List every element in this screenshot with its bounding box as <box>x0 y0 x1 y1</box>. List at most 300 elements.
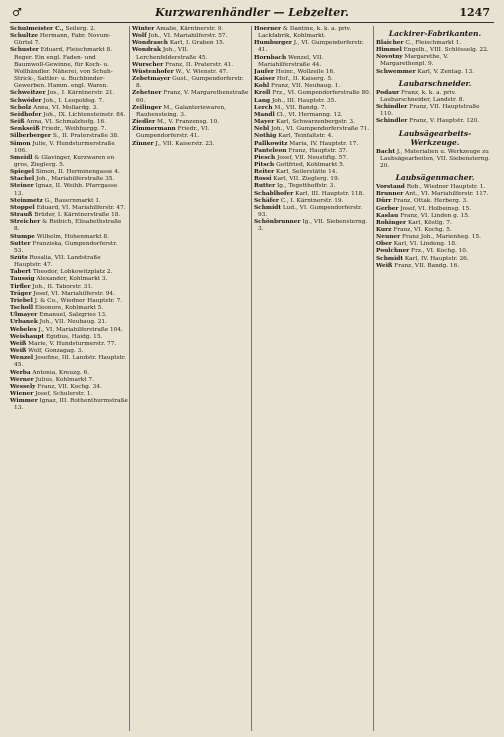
listing-entry <box>10 370 128 377</box>
entry-address: C., Fleischmarkt 1. <box>403 40 462 46</box>
listing-entry <box>254 26 372 40</box>
listing-entry <box>132 62 250 69</box>
entry-name: Lang <box>254 97 271 104</box>
entry-name: Taussig <box>10 276 35 283</box>
listing-entry <box>376 234 494 241</box>
entry-address: Amalie, Kärntnerstr. 9. <box>154 26 224 32</box>
entry-address: M., VII. Bandg. 7. <box>272 104 327 111</box>
entry-address: Joh., II. Taborstr. 31. <box>30 283 93 290</box>
entry-address: & Glavinger, Kurzwaren en gros, Zieglerg. 5. <box>14 154 115 168</box>
listing-entry <box>254 219 372 233</box>
entry-name: Kaslau <box>376 212 399 219</box>
entry-name: Schmidt <box>376 255 403 262</box>
entry-name: Spiegel <box>10 169 35 176</box>
entry-address: & Dantine, k. k. a. priv. Lackfabrik, Kohlmarkt. <box>258 26 352 40</box>
entry-name: Himmel <box>376 47 402 54</box>
section-heading: Lackirer-Fabrikanten. <box>388 29 482 38</box>
listing-entry <box>254 191 372 198</box>
entry-address: Franz, VI. Linden g. 15. <box>398 212 470 219</box>
entry-name: Triebel <box>10 297 33 304</box>
entry-name: Mayer <box>254 119 275 126</box>
entry-name: Schindler <box>376 118 408 125</box>
listing-entry <box>10 312 128 319</box>
listing-entry <box>10 291 128 298</box>
entry-name: Kroll <box>254 90 271 97</box>
entry-name: Tscholl <box>10 305 34 312</box>
entry-address: Anna, VI. Schmalzhofg. 16. <box>24 119 107 126</box>
entry-address: Wilhelm, Hohenmarkt 8. <box>34 233 109 240</box>
entry-name: Tirfler <box>10 283 31 290</box>
listing-entry <box>10 176 128 183</box>
listing-entry <box>132 69 250 76</box>
column-divider <box>251 26 252 731</box>
listing-entry <box>254 83 372 90</box>
entry-name: Schäfer <box>254 197 279 204</box>
listing-entry <box>10 33 128 47</box>
listing-entry <box>10 105 128 112</box>
entry-address: Franz, VII. Bandg. 16. <box>392 262 460 269</box>
entry-name: Zimmermann <box>132 126 176 133</box>
entry-name: Sutter <box>10 240 31 247</box>
entry-name: Poulchner <box>376 248 410 255</box>
entry-address: Rob., Wiedner Hauptstr. 1. <box>404 184 486 191</box>
entry-address: Ig., Tegetthoffstr. 3. <box>275 183 336 190</box>
listing-entry <box>10 212 128 219</box>
listing-entry <box>132 76 250 90</box>
entry-name: Wimmer <box>10 398 38 405</box>
entry-address: & Reibich, Elisabethstraße 8. <box>14 219 122 233</box>
entry-address: Margarethe, V. Margarethenpl. 9. <box>380 54 449 68</box>
entry-address: Karl, Schwarzenbergstr. 3. <box>274 119 355 126</box>
entry-name: Weishaupt <box>10 333 45 340</box>
entry-address: Joh., III. Hauptstr. 35. <box>270 97 337 104</box>
entry-name: Ulmayer <box>10 312 38 319</box>
entry-name: Winter <box>132 26 155 32</box>
entry-address: Julius, Kohlmarkt 7. <box>33 376 94 383</box>
header-rule <box>10 22 494 23</box>
entry-address: Franz, VI. Kochg. 5. <box>391 226 452 233</box>
entry-name: Dürr <box>376 198 392 205</box>
listing-entry <box>10 327 128 334</box>
entry-name: Jaufer <box>254 68 274 75</box>
listing-entry <box>132 40 250 47</box>
entry-address: Joh., Mariahilferstraße 35. <box>34 176 115 183</box>
listing-entry <box>376 90 494 104</box>
entry-name: Rossi <box>254 176 272 183</box>
entry-name: Brunner <box>376 191 404 198</box>
entry-address: Emanuel, Salzgries 13. <box>37 312 107 319</box>
entry-address: Josefine, III. Landstr. Hauptstr. 45. <box>14 355 126 369</box>
entry-name: Weiß <box>376 262 393 269</box>
listing-entry <box>254 126 372 133</box>
listing-entry <box>10 398 128 412</box>
entry-name: Podaur <box>376 89 400 96</box>
entry-name: Wenzel <box>10 355 34 362</box>
entry-address: Friedr., VI. Gumpendorferstr. 41. <box>136 126 210 140</box>
entry-address: Engelb., VIII. Schlösselg. 22. <box>401 47 489 54</box>
entry-address: Josef, VI. Holbeinsg. 15. <box>398 205 472 212</box>
entry-name: Smeidl <box>10 154 33 161</box>
entry-name: Wondrak <box>132 47 161 54</box>
listing-entry <box>376 213 494 220</box>
listing-entry <box>10 341 128 348</box>
listing-entry <box>376 118 494 125</box>
entry-name: Stoppel <box>10 204 35 211</box>
listing-entry <box>10 169 128 176</box>
section-heading: Laubsägenmacher. <box>395 173 475 183</box>
entry-name: Nebl <box>254 126 270 133</box>
column-divider <box>129 26 130 731</box>
listing-entry <box>10 284 128 291</box>
entry-name: Werba <box>10 369 31 376</box>
header-mark: ♂ <box>12 6 22 19</box>
listing-entry <box>10 119 128 126</box>
listing-entry <box>254 69 372 76</box>
entry-name: Weiß <box>10 348 27 355</box>
entry-name: Neuner <box>376 234 401 241</box>
entry-address: Frz., VI. Kochg. 10. <box>409 248 468 255</box>
entry-name: Wiener <box>10 390 34 397</box>
listing-entry <box>10 384 128 391</box>
entry-address: J., Materialien u. Werkzeuge zu Laubsägearbeiten, VII. Siebensterng. 20. <box>380 148 491 169</box>
entry-address: Joh., VI. Gumpendorferstraße 71. <box>269 126 370 133</box>
entry-name: Schultze <box>10 33 39 40</box>
column-4 <box>376 26 494 731</box>
listing-entry <box>254 112 372 119</box>
entry-name: Rutter <box>254 183 276 190</box>
listing-entry <box>254 55 372 69</box>
listing-entry <box>10 334 128 341</box>
entry-address: Franz, V. Hauptstr. 120. <box>407 118 480 125</box>
listing-entry <box>10 112 128 119</box>
entry-address: Ignaz, II. Weihb. Pfarrgasse 13. <box>14 183 118 197</box>
entry-address: Joh., I. Leopoldsg. 7. <box>41 97 104 104</box>
entry-address: Karl, VII. Zieglerg. 19. <box>271 176 340 183</box>
page-header <box>0 6 504 22</box>
listing-entry <box>254 119 372 126</box>
listing-entry <box>10 276 128 283</box>
listing-entry <box>254 133 372 140</box>
entry-name: Seiß <box>10 119 25 126</box>
entry-address: Josef, Schulerstr. 1. <box>33 390 93 397</box>
entry-name: Wolf <box>132 33 147 40</box>
listing-entry <box>10 348 128 355</box>
entry-name: Piesch <box>254 154 276 161</box>
entry-address: Eduard, Fleischmarkt 8. Reger. Ein engl. Faden- und Baumwoll-Gewinne, für Koch- u. Wollhändler. Näherei, von Schuh- Strick-, Sattler- u. Buchbinder-Gewerben. Hamm. engl. Waren. <box>14 47 113 90</box>
listing-entry <box>376 241 494 248</box>
entry-address: Antonia, Kreuzg. 6. <box>30 369 90 376</box>
listing-entry <box>10 241 128 255</box>
entry-address: Theodor, Lobkowitzplatz 2. <box>31 269 113 276</box>
listing-entry <box>10 377 128 384</box>
entry-name: Zinner <box>132 140 154 147</box>
listing-entry <box>254 155 372 162</box>
listing-entry <box>10 47 128 90</box>
listing-entry <box>254 198 372 205</box>
entry-address: Ant., VI. Mariahilferstr. 117. <box>403 191 489 198</box>
listing-entry <box>10 155 128 169</box>
entry-name: Träger <box>10 290 32 297</box>
entry-name: Blaicher <box>376 40 404 46</box>
listing-entry <box>10 26 128 33</box>
entry-name: Wondrasch <box>132 40 168 47</box>
entry-address: Franz, VII. Neubaug. 1. <box>269 83 341 90</box>
entry-name: Strauß <box>10 212 33 219</box>
entry-address: Jos., I. Kärntnerstr. 21. <box>45 90 115 97</box>
entry-address: Franz, II. Praterstr. 41. <box>163 61 234 68</box>
entry-address: Karl, Seilerstätte 14. <box>274 169 338 176</box>
entry-address: Heinr., Wollzeile 16. <box>273 68 335 75</box>
listing-entry <box>10 255 128 269</box>
entry-address: Anna, VI. Mollardg. 3. <box>31 104 99 111</box>
listing-entry <box>254 148 372 155</box>
entry-name: Nothig <box>254 133 277 140</box>
entry-address: G., Bauernmarkt 1. <box>42 197 101 204</box>
entry-address: Franz, Ottak. Herberg. 3. <box>391 198 469 205</box>
listing-entry <box>376 198 494 205</box>
listing-entry <box>10 298 128 305</box>
listing-entry <box>376 248 494 255</box>
column-1 <box>10 26 128 731</box>
listing-entry <box>376 256 494 263</box>
entry-address: Brüder, I. Kärntnerstraße 18. <box>32 212 121 219</box>
entry-address: Joh., VI. Mariahilferstr. 57. <box>146 33 228 40</box>
listing-entry <box>132 47 250 61</box>
entry-address: Marie, V. Hundsturmerstr. 77. <box>26 340 117 347</box>
entry-name: Ziedler <box>132 119 156 126</box>
entry-name: Schweitzer <box>10 90 46 97</box>
listing-entry <box>10 98 128 105</box>
entry-name: Schindler <box>376 104 408 111</box>
entry-name: Schulmeister C., <box>10 26 64 32</box>
entry-address: Karl, I. Graben 15. <box>168 40 225 47</box>
entry-address: Ig., VII. Siebensterng. 3. <box>258 219 368 233</box>
entry-name: Urbanek <box>10 319 38 326</box>
entry-name: Steinmetz <box>10 197 43 204</box>
entry-name: Schwemmer <box>376 68 416 75</box>
entry-address: Hof., II. Kaiserg. 5. <box>275 76 333 83</box>
entry-name: Schwöder <box>10 97 42 104</box>
listing-entry <box>254 90 372 97</box>
section-heading: Laubarschneider. <box>398 78 472 88</box>
entry-address: J. & Co., Wiedner Hauptstr. 7. <box>32 297 123 304</box>
listing-entry <box>254 98 372 105</box>
entry-address: Ignaz, III. Rothenthurmstraße 13. <box>14 398 128 412</box>
entry-address: Lud., VI. Gumpendorferstr. 93. <box>258 204 363 219</box>
column-2 <box>132 26 250 731</box>
entry-address: M., Galanteriewaren, Rauhensteing. 3. <box>136 104 226 118</box>
entry-address: Simon, II. Herminengasse 4. <box>34 169 120 176</box>
listing-entry <box>376 220 494 227</box>
entry-address: Franziska, Gumpendorferstr. 53. <box>14 240 118 254</box>
column-3 <box>254 26 372 731</box>
entry-address: Karl, Teinfaltstr. 4. <box>276 133 334 140</box>
entry-name: Seidhofer <box>10 111 42 118</box>
entry-address: Joh., VII. Neubaug. 21. <box>37 319 107 326</box>
entry-name: Weiß <box>10 340 27 347</box>
entry-address: Julie, V. Hundsturmerstraße 106. <box>14 140 115 154</box>
entry-address: Karl, V. Zentag. 13. <box>415 68 475 75</box>
listing-entry <box>10 319 128 326</box>
entry-address: Karl, IV. Hauptstr. 26. <box>403 255 469 262</box>
entry-address: Seilerg. 2. <box>63 26 96 32</box>
entry-name: Schönbrunner <box>254 219 301 226</box>
entry-address: Franz, VII. Kochg. 34. <box>35 383 102 390</box>
listing-entry <box>254 183 372 190</box>
entry-name: Streicher <box>10 219 41 226</box>
entry-name: Vorstand <box>376 184 405 191</box>
listing-entry <box>254 76 372 83</box>
page-title: Kurzwarenhändler — Lebzelter. <box>155 6 349 19</box>
listing-entry <box>10 198 128 205</box>
entry-address: Friedr., Weihburgg. 7. <box>39 126 107 133</box>
listing-entry <box>376 47 494 54</box>
listing-entry <box>10 205 128 212</box>
listing-entry <box>10 219 128 233</box>
entry-address: Eleonore, Kohlmarkt 5. <box>33 305 104 312</box>
entry-address: Gust., Gumpendorferstr. 8. <box>136 76 244 90</box>
entry-address: J., VI. Gumpendorferstr. 41. <box>258 40 364 54</box>
listing-entry <box>254 176 372 183</box>
entry-address: Gottfried, Kohlmarkt 5. <box>274 161 345 168</box>
entry-address: Josef, VI. Mariahilferstr. 94. <box>31 290 115 297</box>
listing-entry <box>132 26 250 33</box>
entry-address: Hermann, Fabr. Novum-Gürtel 7. <box>14 33 111 47</box>
entry-name: Zehetner <box>132 90 162 97</box>
entry-name: Zeilinger <box>132 104 162 111</box>
entry-name: Szüts <box>10 255 28 261</box>
entry-name: Schuster <box>10 47 39 54</box>
entry-name: Bacht <box>376 148 396 155</box>
entry-name: Kurz <box>376 226 392 233</box>
listing-entry <box>376 227 494 234</box>
listing-entry <box>132 119 250 126</box>
entry-address: Wolf, Gonzagag. 3. <box>26 348 84 355</box>
entry-name: Pitsch <box>254 161 275 168</box>
entry-name: Novotny <box>376 54 403 61</box>
listing-entry <box>254 162 372 169</box>
entry-name: Panteleon <box>254 147 287 154</box>
listing-entry <box>376 149 494 170</box>
listing-entry <box>132 126 250 140</box>
column-divider <box>373 26 374 731</box>
listing-entry <box>132 33 250 40</box>
entry-name: Wüstenhofer <box>132 68 174 75</box>
entry-name: Zebetmayer <box>132 76 171 83</box>
entry-name: Humburger <box>254 40 292 47</box>
entry-address: W., V. Wienstr. 47. <box>173 68 229 75</box>
entry-address: M., V. Franzensg. 10. <box>155 119 220 126</box>
listing-entry <box>132 105 250 119</box>
entry-name: Schmidt <box>254 204 281 211</box>
listing-entry <box>10 305 128 312</box>
entry-address: Cl., VI. Hermanng. 12. <box>274 111 343 118</box>
entry-name: Pallkowitz <box>254 140 288 147</box>
listing-entry <box>10 141 128 155</box>
entry-name: Hornbach <box>254 54 287 61</box>
entry-name: Silberberger <box>10 133 51 140</box>
entry-address: Franz, Hauptstr. 37. <box>286 147 348 154</box>
listing-entry <box>376 40 494 47</box>
listing-entry <box>254 40 372 54</box>
entry-name: Gerber <box>376 205 399 212</box>
listing-entry <box>376 263 494 270</box>
entry-name: Scholz <box>10 104 32 111</box>
listing-entry <box>254 169 372 176</box>
listing-entry <box>10 391 128 398</box>
listing-entry <box>376 184 494 191</box>
entry-name: Kohl <box>254 83 270 90</box>
entry-name: Stumpe <box>10 233 35 240</box>
entry-address: Egidius, Haidg. 15. <box>44 333 103 340</box>
entry-address: Maria, IV. Hauptstr. 17. <box>287 140 359 147</box>
entry-name: Wessely <box>10 383 36 390</box>
entry-name: Schablhofer <box>254 190 294 197</box>
listing-entry <box>376 104 494 118</box>
listing-entry <box>254 205 372 219</box>
listing-entry <box>132 141 250 148</box>
listing-entry <box>254 141 372 148</box>
entry-address: C., I. Kärntnerstr. 19. <box>278 197 344 204</box>
listing-entry <box>376 206 494 213</box>
entry-address: Joh., IX. Lichtensteinstr. 84. <box>41 111 126 118</box>
listing-entry <box>10 355 128 369</box>
listing-entry <box>376 54 494 68</box>
entry-address: Josef, VII. Neustiftg. 57. <box>275 154 348 161</box>
entry-name: Kaiser <box>254 76 276 83</box>
listing-entry <box>10 90 128 97</box>
entry-name: Hoerner <box>254 26 282 32</box>
entry-address: Karl, Köstlg. 7. <box>406 219 452 226</box>
listing-entry <box>10 126 128 133</box>
listing-entry <box>10 269 128 276</box>
entry-address: J., VII. Kaiserstr. 23. <box>153 140 215 147</box>
entry-address: Karl, VI. Lindeng. 18. <box>391 241 457 248</box>
listing-entry <box>376 69 494 76</box>
entry-address: Alexander, Kohlmarkt 3. <box>34 276 108 283</box>
entry-name: Simon <box>10 140 31 147</box>
entry-address: Rosalia, VII. Landstraße Hauptstr. 47. <box>14 255 101 269</box>
listing-entry <box>10 133 128 140</box>
entry-name: Stachel <box>10 176 35 183</box>
entry-name: Steiner <box>10 183 34 190</box>
entry-name: Werner <box>10 376 34 383</box>
entry-address: Franz, V. Margarethenstraße 60. <box>136 90 249 104</box>
entry-address: Franz, VII. Hauptstraße 110. <box>380 104 480 118</box>
listing-entry <box>254 105 372 112</box>
entry-address: Franz, k. k. a. priv. Laubarschneider, Landstr. 8. <box>380 89 465 103</box>
entry-name: Ober <box>376 241 392 248</box>
entry-name: Wurscher <box>132 61 164 68</box>
entry-name: Webeles <box>10 326 37 333</box>
page-number: 1247 <box>459 6 490 19</box>
section-heading: Laubsägearbeits-Werkzeuge. <box>398 128 472 147</box>
entry-address: Frz., VI. Gumpendorferstraße 80. <box>270 90 371 97</box>
entry-name: Tabert <box>10 269 31 276</box>
entry-address: Karl, III. Hauptstr. 118. <box>293 190 365 197</box>
entry-name: Mandl <box>254 111 275 118</box>
listing-entry <box>10 234 128 241</box>
entry-name: Reiter <box>254 169 275 176</box>
entry-name: Lerch <box>254 104 273 111</box>
entry-address: Wenzel, VII. Mariahilferstraße 44. <box>258 54 324 68</box>
entry-address: S., II. Praterstraße 38. <box>50 133 119 140</box>
entry-address: Joh., VII. Lerchenfelderstraße 45. <box>136 47 208 61</box>
entry-address: Franz Joh., Marienheg. 15. <box>400 234 481 241</box>
listing-entry <box>132 90 250 104</box>
entry-name: Rohinger <box>376 219 407 226</box>
entry-address: J., VI. Mariahilferstraße 104. <box>36 326 123 333</box>
